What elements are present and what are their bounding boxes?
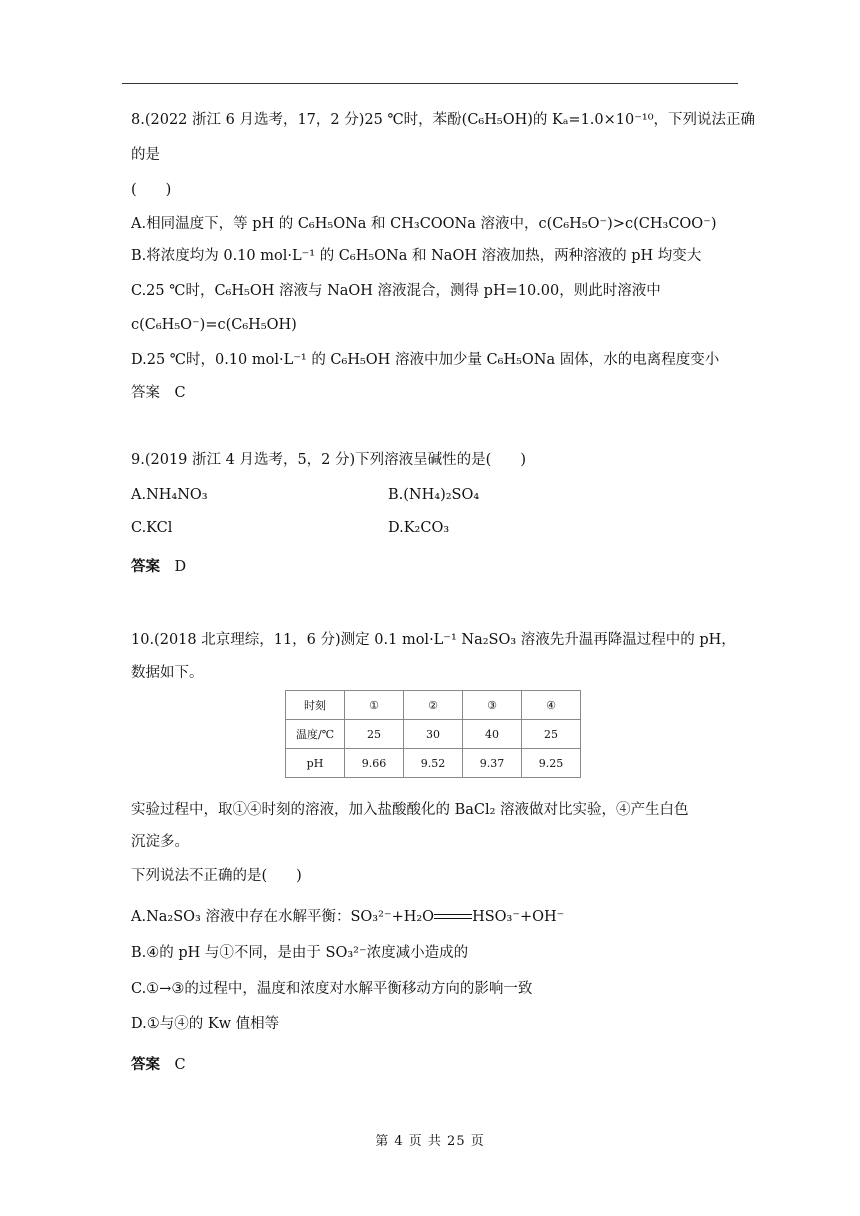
table-cell: 25: [522, 720, 581, 749]
ph-data-table: [285, 690, 581, 778]
q10-answer-value: C: [174, 1057, 186, 1073]
table-header-cell: ①: [345, 691, 404, 720]
table-cell: 25: [345, 720, 404, 749]
table-cell: pH: [286, 749, 345, 778]
table-header-cell: 时刻: [286, 691, 345, 720]
q10-option-a: [131, 907, 564, 927]
table-cell: 9.37: [463, 749, 522, 778]
table-cell: 30: [404, 720, 463, 749]
table-row: [286, 749, 581, 778]
q8-option-d: D.25 ℃时，0.10 mol·L⁻¹ 的 C₆H₅OH 溶液中加少量 C₆H₅ONa 固体，水的电离程度变小: [131, 352, 720, 368]
q8-option-a: A.相同温度下，等 pH 的 C₆H₅ONa 和 CH₃COONa 溶液中，c(C₆H₅O⁻)>c(CH₃COO⁻): [131, 216, 717, 232]
q8-option-c-line2: c(C₆H₅O⁻)=c(C₆H₅OH): [131, 317, 297, 333]
q10-answer: [131, 1055, 186, 1075]
q10-option-d: D.①与④的 Kw 值相等: [131, 1016, 280, 1032]
q9-answer: [131, 557, 186, 577]
q9-option-b: B.(NH₄)₂SO₄: [388, 487, 480, 503]
table-row: [286, 720, 581, 749]
q9-answer-label: 答案: [131, 558, 160, 575]
q9-answer-value: D: [174, 559, 187, 575]
q10-option-a-left: A.Na₂SO₃ 溶液中存在水解平衡：SO₃²⁻+H₂O: [131, 909, 435, 925]
q9-option-a: A.NH₄NO₃: [131, 487, 208, 503]
q9-stem: 9.(2019 浙江 4 月选考，5，2 分)下列溶液呈碱性的是( ): [131, 452, 526, 468]
header-rule: [122, 83, 738, 84]
q8-option-c-line1: C.25 ℃时，C₆H₅OH 溶液与 NaOH 溶液混合，测得 pH=10.00，则此时溶液中: [131, 283, 661, 299]
q8-option-b: B.将浓度均为 0.10 mol·L⁻¹ 的 C₆H₅ONa 和 NaOH 溶液加热，两种溶液的 pH 均变大: [131, 248, 702, 264]
equilibrium-arrow-icon: [434, 912, 472, 922]
q9-option-d: D.K₂CO₃: [388, 520, 450, 536]
table-cell: 温度/℃: [286, 720, 345, 749]
q9-option-c: C.KCl: [131, 520, 173, 536]
table-cell: 40: [463, 720, 522, 749]
table-header-cell: ②: [404, 691, 463, 720]
q10-option-c: C.①→③的过程中，温度和浓度对水解平衡移动方向的影响一致: [131, 981, 533, 997]
q10-answer-label: 答案: [131, 1056, 160, 1073]
table-cell: 9.52: [404, 749, 463, 778]
table-header-cell: ③: [463, 691, 522, 720]
q10-ask: 下列说法不正确的是( ): [131, 868, 302, 884]
q10-stem-line2: 数据如下。: [131, 665, 204, 681]
q10-experiment-line1: 实验过程中，取①④时刻的溶液，加入盐酸酸化的 BaCl₂ 溶液做对比实验，④产生白色: [131, 802, 689, 818]
q8-stem-line2: 的是: [131, 147, 160, 163]
q10-experiment-line2: 沉淀多。: [131, 834, 189, 850]
table-header-row: [286, 691, 581, 720]
q10-stem-line1: 10.(2018 北京理综，11，6 分)测定 0.1 mol·L⁻¹ Na₂SO₃ 溶液先升温再降温过程中的 pH，: [131, 632, 736, 648]
page-footer: 第 4 页 共 25 页: [375, 1134, 485, 1149]
q8-answer-paren: ( ): [131, 182, 172, 198]
q8-stem-line1: 8.(2022 浙江 6 月选考，17，2 分)25 ℃时，苯酚(C₆H₅OH)的 Kₐ=1.0×10⁻¹⁰，下列说法正确: [131, 112, 756, 128]
q10-option-b: B.④的 pH 与①不同，是由于 SO₃²⁻浓度减小造成的: [131, 945, 469, 961]
table-header-cell: ④: [522, 691, 581, 720]
table-cell: 9.66: [345, 749, 404, 778]
q8-answer: 答案 C: [131, 385, 186, 401]
table-cell: 9.25: [522, 749, 581, 778]
q10-option-a-right: HSO₃⁻+OH⁻: [472, 909, 565, 925]
